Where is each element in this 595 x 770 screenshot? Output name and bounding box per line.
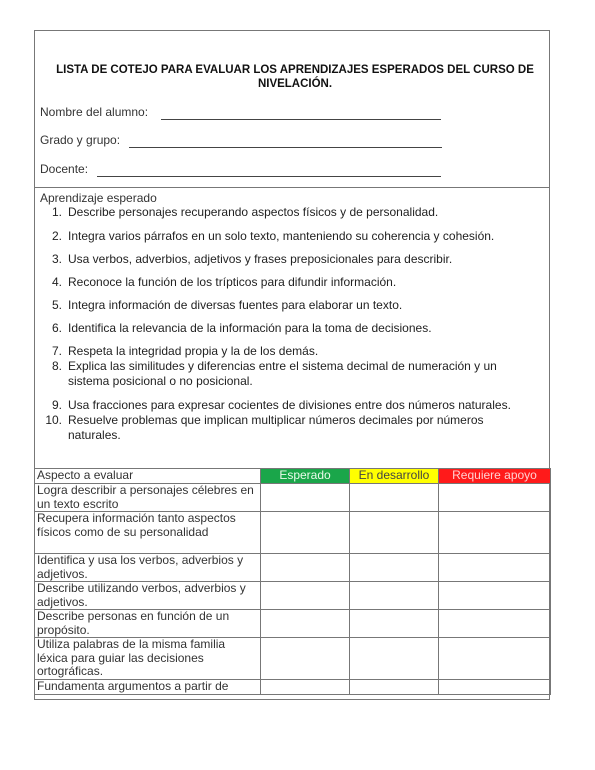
requiere-apoyo-cell[interactable] — [439, 638, 551, 680]
aspect-cell: Describe utilizando verbos, adverbios y adjetivos. — [35, 582, 261, 610]
objective-text: Reconoce la función de los trípticos para difundir información. — [68, 275, 397, 289]
objective-text: Usa fracciones para expresar cocientes de divisiones entre dos números naturales. — [68, 398, 511, 412]
en-desarrollo-cell[interactable] — [350, 512, 439, 554]
objective-text: Explica las similitudes y diferencias entre el sistema decimal de numeración y un sistema posicional o no posicional. — [68, 359, 497, 388]
grade-group-line[interactable] — [129, 147, 442, 148]
aspect-cell: Describe personas en función de un propósito. — [35, 610, 261, 638]
en-desarrollo-cell[interactable] — [350, 610, 439, 638]
objective-text: Respeta la integridad propia y la de los demás. — [68, 344, 319, 358]
objective-number: 6. — [51, 321, 62, 335]
requiere-apoyo-cell[interactable] — [439, 582, 551, 610]
page-title — [50, 63, 540, 91]
en-desarrollo-cell[interactable] — [350, 484, 439, 512]
header-en-desarrollo: En desarrollo — [350, 469, 439, 484]
grade-group-field — [40, 133, 120, 147]
header-requiere-apoyo: Requiere apoyo — [439, 469, 551, 484]
en-desarrollo-cell[interactable] — [350, 638, 439, 680]
table-header-row — [35, 469, 551, 484]
student-name-label: Nombre del alumno: — [40, 105, 149, 119]
esperado-cell[interactable] — [261, 554, 350, 582]
objective-number: 4. — [51, 275, 62, 289]
objective-number: 1. — [51, 205, 62, 219]
evaluation-table — [34, 468, 551, 695]
table-row — [35, 610, 551, 638]
objectives-section — [40, 191, 545, 205]
esperado-cell[interactable] — [261, 610, 350, 638]
aspect-cell: Identifica y usa los verbos, adverbios y adjetivos. — [35, 554, 261, 582]
requiere-apoyo-cell[interactable] — [439, 554, 551, 582]
objectives-heading: Aprendizaje esperado — [40, 191, 157, 205]
table-row — [35, 512, 551, 554]
aspect-cell: Fundamenta argumentos a partir de — [35, 680, 261, 695]
esperado-cell[interactable] — [261, 638, 350, 680]
table-row — [35, 582, 551, 610]
objective-number: 7. — [51, 344, 62, 358]
table-row — [35, 638, 551, 680]
aspect-cell: Utiliza palabras de la misma familia léxica para guiar las decisiones ortográficas. — [35, 638, 261, 680]
esperado-cell[interactable] — [261, 512, 350, 554]
student-name-line[interactable] — [161, 119, 441, 120]
objective-text: Resuelve problemas que implican multiplicar números decimales por números naturales. — [68, 413, 484, 442]
table-row — [35, 484, 551, 512]
title-line-2: NIVELACIÓN. — [257, 78, 333, 90]
header-aspect: Aspecto a evaluar — [35, 469, 261, 484]
objective-number: 8. — [51, 359, 62, 373]
objective-text: Describe personajes recuperando aspectos físicos y de personalidad. — [68, 205, 439, 219]
grade-group-label: Grado y grupo: — [40, 133, 121, 147]
en-desarrollo-cell[interactable] — [350, 582, 439, 610]
en-desarrollo-cell[interactable] — [350, 680, 439, 695]
objective-text: Usa verbos, adverbios, adjetivos y frases preposicionales para describir. — [68, 252, 453, 266]
requiere-apoyo-cell[interactable] — [439, 680, 551, 695]
en-desarrollo-cell[interactable] — [350, 554, 439, 582]
aspect-cell: Logra describir a personajes célebres en un texto escrito — [35, 484, 261, 512]
objective-number: 2. — [51, 229, 62, 243]
objective-number: 3. — [51, 252, 62, 266]
requiere-apoyo-cell[interactable] — [439, 610, 551, 638]
teacher-label: Docente: — [40, 162, 89, 176]
aspect-cell: Recupera información tanto aspectos físicos como de su personalidad — [35, 512, 261, 554]
student-name-field — [40, 105, 148, 119]
objective-text: Identifica la relevancia de la información para la toma de decisiones. — [68, 321, 432, 335]
requiere-apoyo-cell[interactable] — [439, 512, 551, 554]
table-row — [35, 554, 551, 582]
objective-number: 10. — [45, 413, 62, 427]
objective-number: 5. — [51, 298, 62, 312]
esperado-cell[interactable] — [261, 680, 350, 695]
requiere-apoyo-cell[interactable] — [439, 484, 551, 512]
title-line-1: LISTA DE COTEJO PARA EVALUAR LOS APRENDIZAJES ESPERADOS DEL CURSO DE — [56, 64, 534, 76]
teacher-line[interactable] — [97, 176, 441, 177]
table-row — [35, 680, 551, 695]
objective-text: Integra varios párrafos en un solo texto, manteniendo su coherencia y cohesión. — [68, 229, 495, 243]
objective-text: Integra información de diversas fuentes para elaborar un texto. — [68, 298, 403, 312]
table-body — [35, 484, 551, 695]
header-esperado: Esperado — [261, 469, 350, 484]
teacher-field — [40, 162, 88, 176]
esperado-cell[interactable] — [261, 484, 350, 512]
esperado-cell[interactable] — [261, 582, 350, 610]
objective-number: 9. — [51, 398, 62, 412]
